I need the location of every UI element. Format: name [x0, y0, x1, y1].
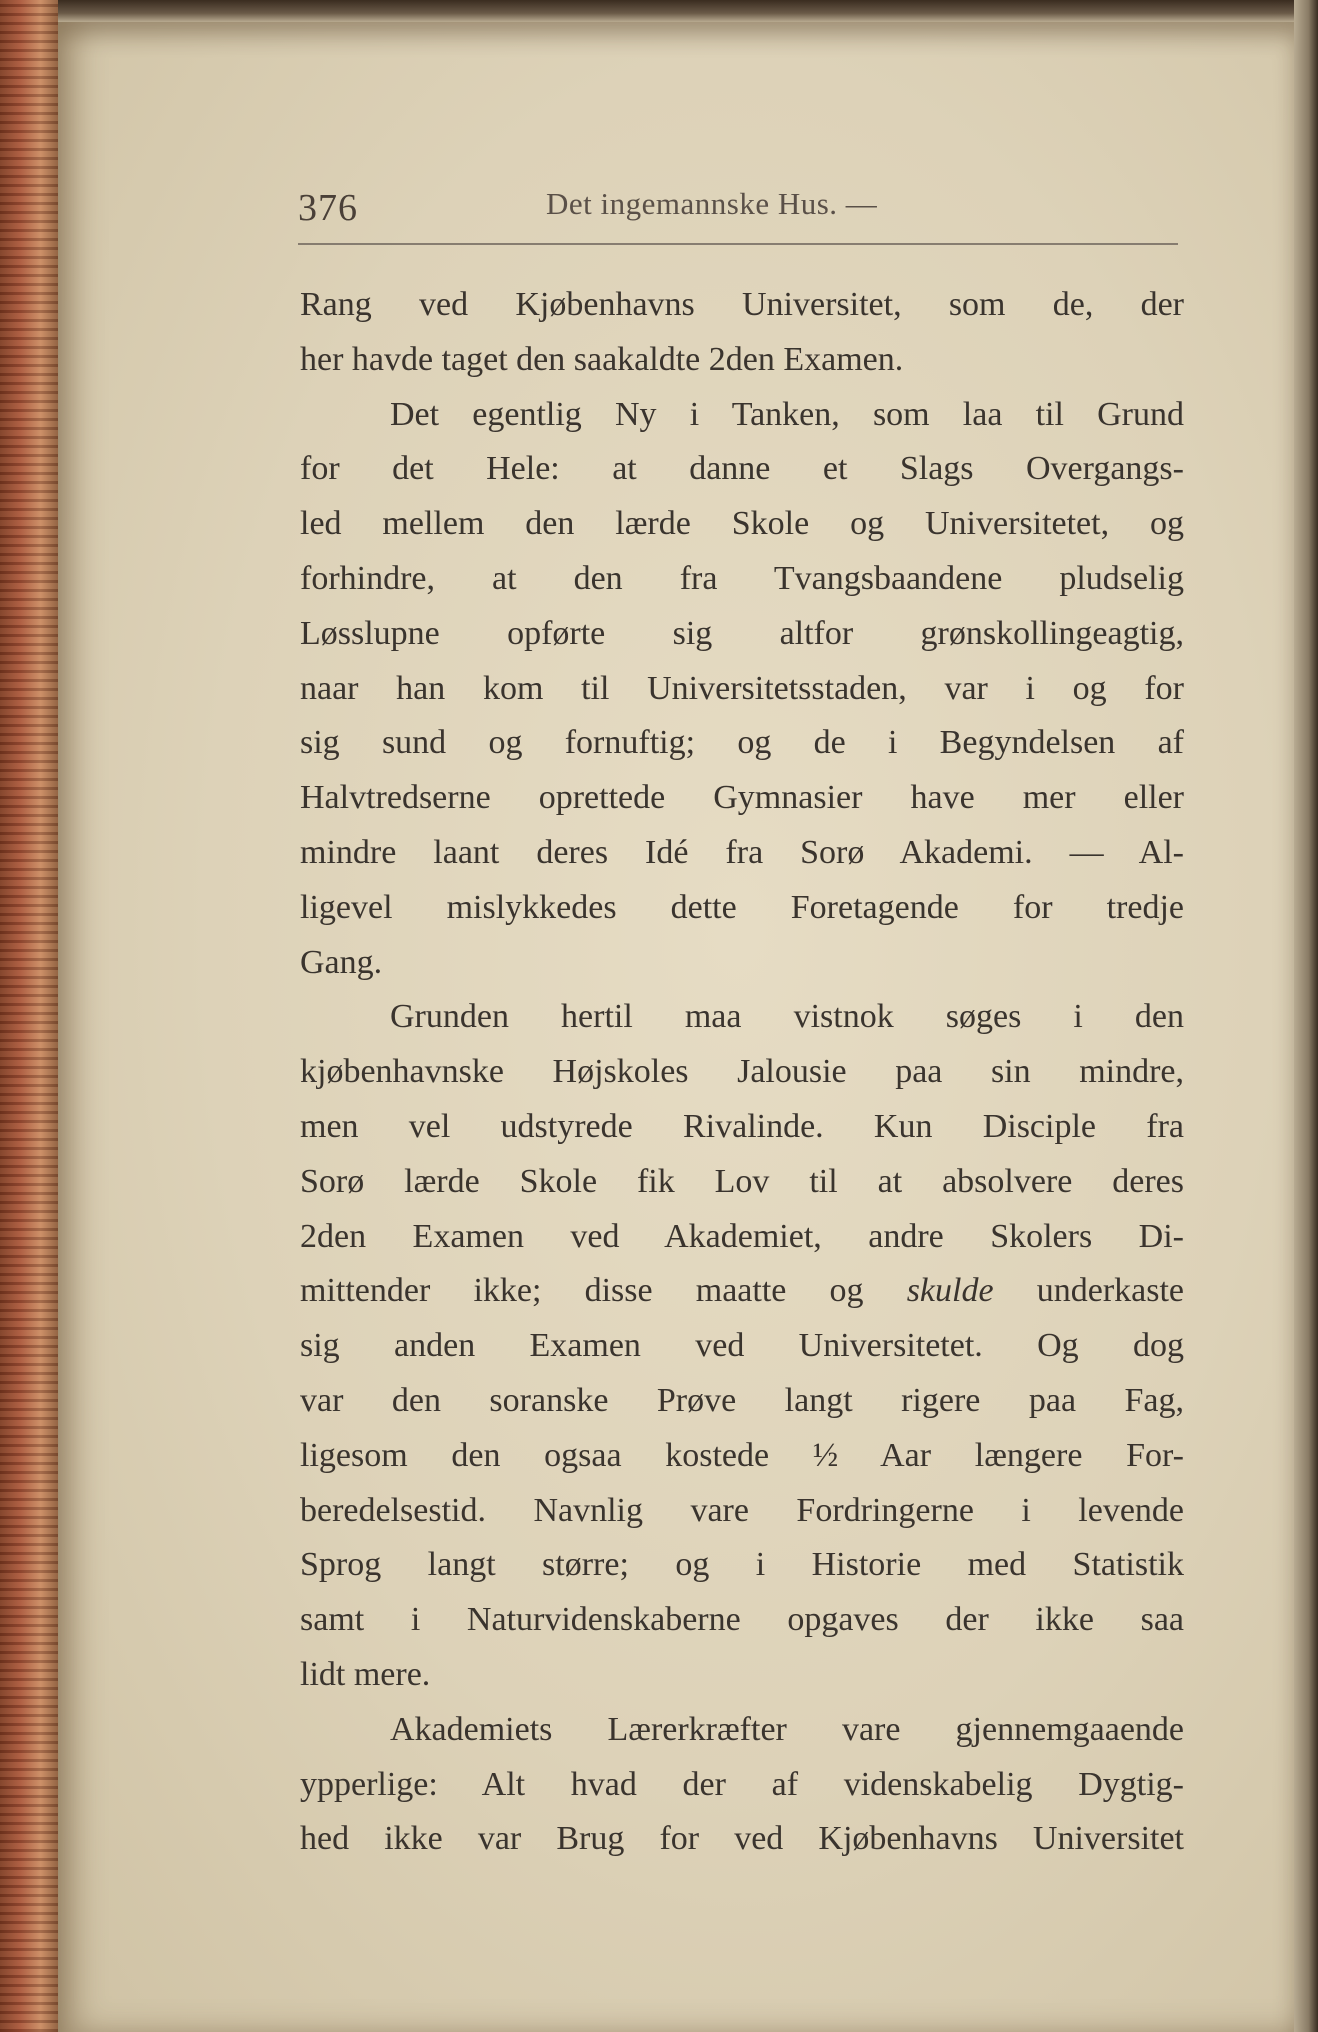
text-line: 2den Examen ved Akademiet, andre Skolers Di- [300, 1217, 1184, 1255]
text-line: Løsslupne opførte sig altfor grønskollingeagtig, [300, 614, 1184, 652]
text-line: Sprog langt større; og i Historie med Statistik [300, 1546, 1184, 1584]
text-line: Grunden hertil maa vistnok søges i den [390, 998, 1184, 1036]
text-line: forhindre, at den fra Tvangsbaandene pludselig [300, 559, 1184, 597]
page-header [298, 186, 1178, 246]
book-top-edge [0, 0, 1318, 22]
header-rule [298, 243, 1178, 245]
text-line: for det Hele: at danne et Slags Overgangs- [300, 450, 1184, 488]
text-line: ligesom den ogsaa kostede ½ Aar længere For- [300, 1436, 1184, 1474]
text-line-mixed [300, 1264, 1184, 1319]
page-number: 376 [298, 187, 358, 229]
text-line: samt i Naturvidenskaberne opgaves der ikke saa [300, 1601, 1184, 1639]
text-line: Sorø lærde Skole fik Lov til at absolvere deres [300, 1162, 1184, 1200]
text-line: beredelsestid. Navnlig vare Fordringerne i levende [300, 1491, 1184, 1529]
text-line: ligevel mislykkedes dette Foretagende for tredje [300, 888, 1184, 926]
text-line: kjøbenhavnske Højskoles Jalousie paa sin mindre, [300, 1053, 1184, 1091]
text-line: ypperlige: Alt hvad der af videnskabelig Dygtig- [300, 1765, 1184, 1803]
text-line: Halvtredserne oprettede Gymnasier have mer eller [300, 779, 1184, 817]
text-line: men vel udstyrede Rivalinde. Kun Disciple fra [300, 1107, 1184, 1145]
text-line: sig sund og fornuftig; og de i Begyndelsen af [300, 724, 1184, 762]
text-line: her havde taget den saakaldte 2den Examen. [300, 340, 904, 378]
book-spine [0, 0, 58, 2032]
text-line: sig anden Examen ved Universitetet. Og dog [300, 1327, 1184, 1365]
book-right-edge [1294, 0, 1318, 2032]
text-line: Rang ved Kjøbenhavns Universitet, som de, der [300, 286, 1184, 323]
text-line: Det egentlig Ny i Tanken, som laa til Grund [390, 395, 1184, 433]
text-line: Akademiets Lærerkræfter vare gjennemgaaende [390, 1710, 1184, 1748]
text-segment: underkaste [1036, 1272, 1185, 1310]
text-line: naar han kom til Universitetsstaden, var i og for [300, 669, 1184, 707]
text-line: hed ikke var Brug for ved Kjøbenhavns Universitet [300, 1820, 1184, 1858]
text-line: var den soranske Prøve langt rigere paa Fag, [300, 1381, 1184, 1419]
text-line: mindre laant deres Idé fra Sorø Akademi. — Al- [300, 833, 1184, 871]
body-text [300, 278, 1184, 1867]
emphasis-word: skulde [906, 1272, 994, 1310]
text-segment: mittender ikke; disse maatte og [300, 1272, 864, 1310]
text-line: lidt mere. [300, 1655, 431, 1693]
text-line: Gang. [300, 943, 383, 981]
text-line: led mellem den lærde Skole og Universitetet, og [300, 505, 1184, 543]
running-head: Det ingemannske Hus. — [546, 186, 878, 221]
